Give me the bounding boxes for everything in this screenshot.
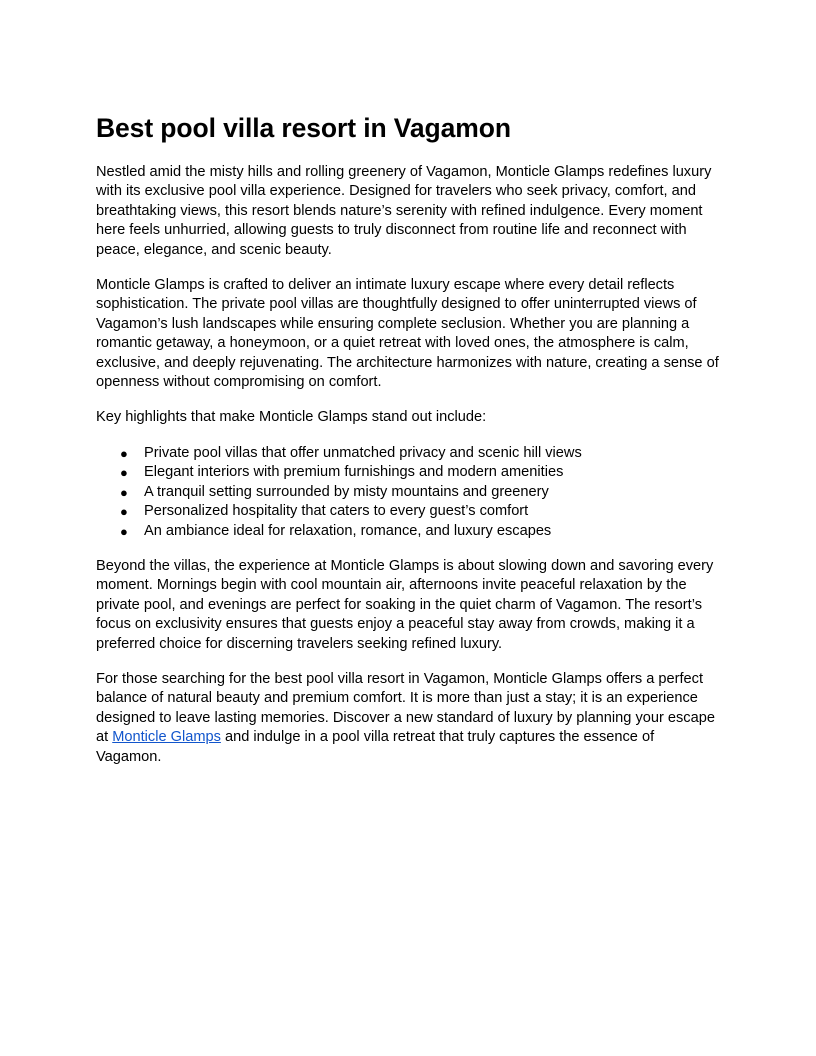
highlights-intro-paragraph: Key highlights that make Monticle Glamps stand out include: xyxy=(96,409,487,426)
intro-paragraph: Nestled amid the misty hills and rolling greenery of Vagamon, Monticle Glamps redefines luxury with its exclusive pool villa experience. Designed for travelers who seek privacy, comfort, and breathtaking views, this resort blends nature’s serenity with refined indulgence. Every moment here feels unhurried, allowing guests to truly disconnect from routine life and reconnect with peace, elegance, and scenic beauty. xyxy=(96,164,712,258)
document-body xyxy=(96,110,720,767)
list-item-text: Elegant interiors with premium furnishings and modern amenities xyxy=(144,464,564,481)
highlights-list xyxy=(96,444,720,541)
list-item xyxy=(96,463,720,482)
bullet-icon: ● xyxy=(120,504,128,520)
list-item-text: Private pool villas that offer unmatched privacy and scenic hill views xyxy=(144,444,582,461)
bullet-icon: ● xyxy=(120,523,128,539)
page-title: Best pool villa resort in Vagamon xyxy=(96,113,511,143)
list-item xyxy=(96,522,720,541)
list-item-text: An ambiance ideal for relaxation, romance, and luxury escapes xyxy=(144,522,552,539)
list-item xyxy=(96,483,720,502)
bullet-icon: ● xyxy=(120,445,128,461)
closing-text-start: For those searching for the best pool villa resort in Vagamon, Monticle Glamps offers a perfect balance of natural beauty and premium comfort. It is more than just a stay; it is an experience designed to leave lasting memories. Discover a new standard of luxury by planning your escape at xyxy=(96,670,715,746)
beyond-paragraph: Beyond the villas, the experience at Monticle Glamps is about slowing down and savoring every moment. Mornings begin with cool mountain air, afternoons invite peaceful relaxation by the private pool, and evenings are perfect for soaking in the quiet charm of Vagamon. The resort’s focus on exclusivity ensures that guests enjoy a peaceful stay away from crowds, making it a preferred choice for discerning travelers seeking refined luxury. xyxy=(96,557,714,652)
bullet-icon: ● xyxy=(120,484,128,500)
closing-text-end: and indulge in a pool villa retreat that truly captures the essence of Vagamon. xyxy=(96,729,655,765)
list-item xyxy=(96,502,720,521)
list-item-text: A tranquil setting surrounded by misty mountains and greenery xyxy=(144,483,549,500)
monticle-glamps-link[interactable]: Monticle Glamps xyxy=(112,729,221,746)
crafted-paragraph: Monticle Glamps is crafted to deliver an intimate luxury escape where every detail reflects sophistication. The private pool villas are thoughtfully designed to offer uninterrupted views of Vagamon’s lush landscapes while ensuring complete seclusion. Whether you are planning a romantic getaway, a honeymoon, or a quiet retreat with loved ones, the atmosphere is calm, exclusive, and deeply rejuvenating. The architecture harmonizes with nature, creating a sense of openness without compromising on comfort. xyxy=(96,277,719,391)
list-item xyxy=(96,444,720,463)
list-item-text: Personalized hospitality that caters to every guest’s comfort xyxy=(144,503,529,520)
bullet-icon: ● xyxy=(120,465,128,481)
closing-paragraph xyxy=(96,670,720,767)
